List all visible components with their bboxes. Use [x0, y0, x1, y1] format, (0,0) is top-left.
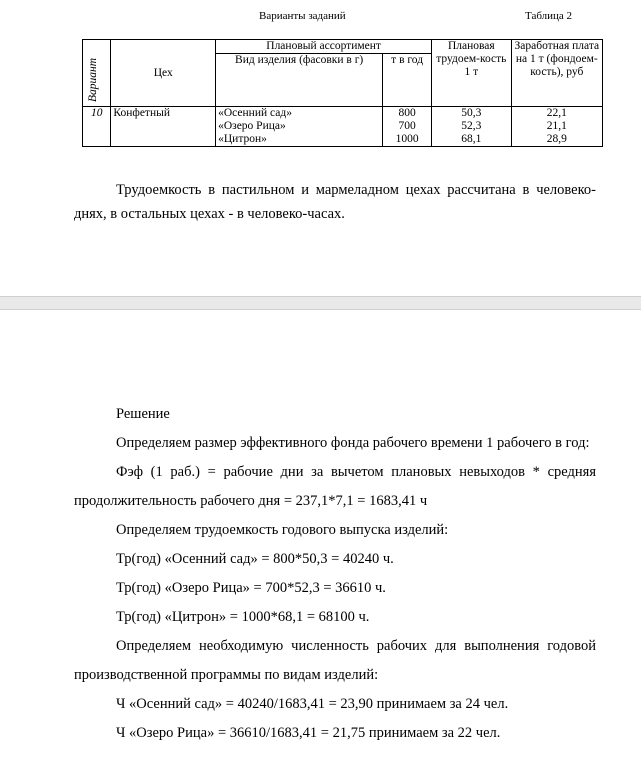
- header-assortment-group: Плановый ассортимент: [216, 40, 432, 54]
- labor-value: 52,3: [461, 120, 482, 132]
- wage-value: 21,1: [546, 120, 567, 132]
- solution-title: Решение: [116, 406, 170, 422]
- table-row: [83, 107, 603, 147]
- tons-value: 800: [398, 107, 416, 119]
- page-separator: [0, 297, 641, 309]
- cell-products: [216, 107, 383, 147]
- cell-shop: Конфетный: [111, 107, 216, 147]
- solution-paragraph: Ч «Осенний сад» = 40240/1683,41 = 23,90 принимаем за 24 чел.: [116, 696, 509, 712]
- note-paragraph: Трудоемкость в пастильном и мармеладном цехах рассчитана в человеко- днях, в остальных цехах - в человеко-часах.: [74, 182, 596, 222]
- product-name: «Озеро Рица»: [218, 120, 286, 132]
- wage-value: 22,1: [546, 107, 567, 119]
- header-variant-cell: [83, 40, 111, 107]
- variants-table: [82, 39, 603, 147]
- header-wage: Заработная плата на 1 т (фондоем-кость), руб: [511, 40, 602, 107]
- labor-note: [74, 178, 596, 226]
- tons-value: 1000: [395, 133, 419, 145]
- header-variants-title: Варианты заданий: [259, 10, 346, 22]
- labor-value: 50,3: [461, 107, 482, 119]
- solution-paragraph: Тр(год) «Цитрон» = 1000*68,1 = 68100 ч.: [116, 609, 370, 625]
- cell-tons: [383, 107, 432, 147]
- solution-paragraph: Фэф (1 раб.) = рабочие дни за вычетом плановых невыходов * средняя продолжительность рабочего дня = 237,1*7,1 = 1683,41 ч: [74, 464, 596, 509]
- solution-paragraph: Тр(год) «Озеро Рица» = 700*52,3 = 36610 ч.: [116, 580, 386, 596]
- cell-wage: [511, 107, 602, 147]
- solution-section: [74, 400, 596, 748]
- solution-paragraph: Определяем размер эффективного фонда рабочего времени 1 рабочего в год:: [116, 435, 590, 451]
- header-table-number: Таблица 2: [525, 10, 573, 22]
- table-header-row-1: [83, 40, 603, 54]
- solution-paragraph: Определяем трудоемкость годового выпуска изделий:: [116, 522, 449, 538]
- product-name: «Осенний сад»: [218, 107, 292, 119]
- header-tons: т в год: [383, 54, 432, 107]
- header-product: Вид изделия (фасовки в г): [216, 54, 383, 107]
- header-shop: Цех: [111, 40, 216, 107]
- labor-value: 68,1: [461, 133, 482, 145]
- tons-value: 700: [398, 120, 416, 132]
- solution-paragraph: Тр(год) «Осенний сад» = 800*50,3 = 40240 ч.: [116, 551, 394, 567]
- page-1: [0, 0, 641, 297]
- solution-paragraph: Определяем необходимую численность рабочих для выполнения годовой производственной программы по видам изделий:: [74, 638, 596, 683]
- cell-labor: [432, 107, 512, 147]
- header-labor: Плановая трудоем-кость 1 т: [432, 40, 512, 107]
- header-variant-label: Вариант: [87, 57, 99, 102]
- solution-paragraph: Ч «Озеро Рица» = 36610/1683,41 = 21,75 принимаем за 22 чел.: [116, 725, 501, 741]
- wage-value: 28,9: [546, 133, 567, 145]
- product-name: «Цитрон»: [218, 133, 267, 145]
- cell-variant: 10: [83, 107, 111, 147]
